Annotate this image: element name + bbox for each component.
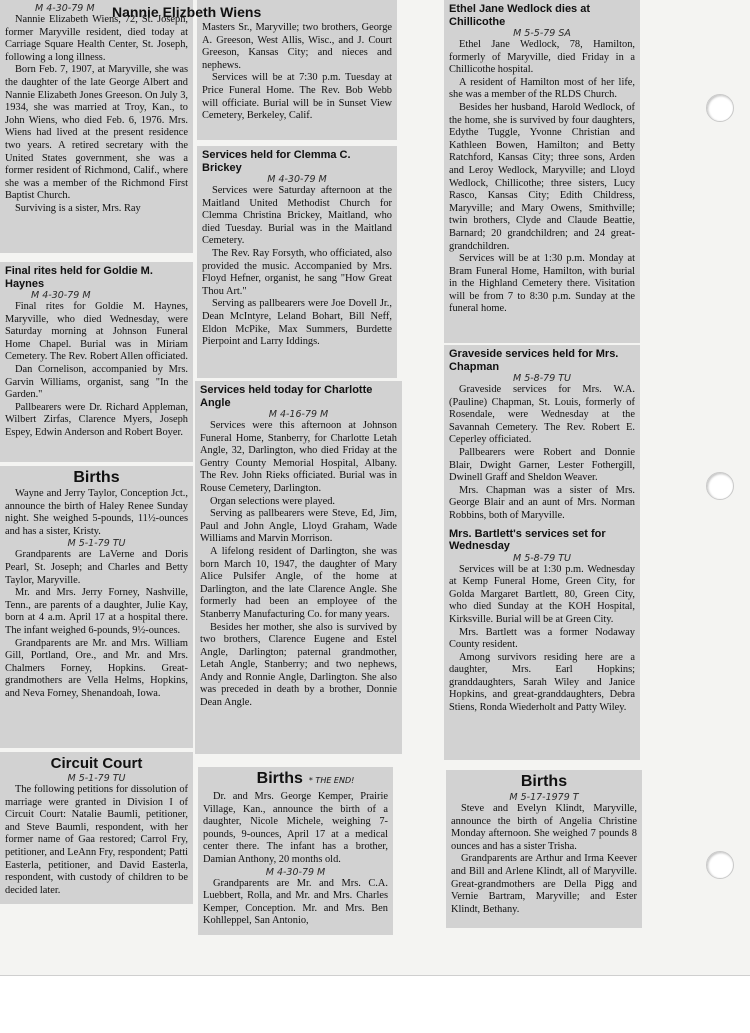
births-headline: Births bbox=[73, 469, 120, 486]
circuit-court-headline: Circuit Court bbox=[50, 755, 143, 772]
brickey-article bbox=[197, 146, 397, 378]
handwritten-date-note: M 5-8-79 TU bbox=[512, 552, 572, 564]
article-paragraph: Dan Cornelison, accompanied by Mrs. Garvin Williams, organist, sang "In the Garden." bbox=[5, 363, 188, 401]
article-paragraph: Among survivors residing here are a daughter, Mrs. Earl Hopkins; granddaughters, Sarah Wiley and Janice Hopkins, and great-granddaughters, Debra Stiens, Ronda Wiederholt and Patty Wiley. bbox=[449, 651, 635, 714]
handwritten-end-note: * THE END! bbox=[308, 776, 355, 785]
article-paragraph: Grandparents are Mr. and Mrs. C.A. Luebbert, Rolla, and Mr. and Mrs. Charles Kemper, Conception. Mr. and Mrs. Ben Kohlleppel, San Antonio, bbox=[203, 877, 388, 927]
article-paragraph: Ethel Jane Wedlock, 78, Hamilton, formerly of Maryville, died Friday in a Chillicothe hospital. bbox=[449, 39, 635, 76]
wedlock-headline: Ethel Jane Wedlock dies at Chillicothe bbox=[449, 3, 591, 28]
births-left-article bbox=[0, 466, 193, 748]
article-paragraph: Mrs. Chapman was a sister of Mrs. George Blair and an aunt of Mrs. Norman Robbins, both of Maryville. bbox=[449, 484, 635, 521]
births-middle-article bbox=[198, 767, 393, 935]
article-paragraph: Grandparents are LaVerne and Doris Pearl, St. Joseph; and Charles and Betty Taylor, Maryville. bbox=[5, 549, 188, 586]
punch-hole-middle bbox=[706, 472, 734, 500]
wiens-headline: Nannie Elizbeth Wiens bbox=[112, 4, 262, 20]
article-paragraph: Mr. and Mrs. Jerry Forney, Nashville, Tenn., are parents of a daughter, Julie Kay, born at 4 a.m. April 17 at a hospital there. The infant weighed 6-pounds, 9½-ounces. bbox=[5, 587, 188, 636]
article-paragraph: A lifelong resident of Darlington, she was born March 10, 1947, the daughter of Mary Alice Pulsifer Angle, of the home at Darlington, and the late Clarence Angle. She formerly had been an employee of the Stanberry Manufacturing Co. for many years. bbox=[200, 545, 397, 620]
article-paragraph: Services were this afternoon at Johnson Funeral Home, Stanberry, for Charlotte Letah Angle, 32, Darlington, who died Friday at the Gentry County Memorial Hospital, Albany. The Rev. John Rieks officiated. Burial was in Rouse Cemetery, Darlington. bbox=[200, 420, 397, 494]
births-headline: Births bbox=[520, 773, 568, 790]
handwritten-date-note: M 4-16-79 M bbox=[268, 409, 329, 420]
article-paragraph: Serving as pallbearers were Steve, Ed, Jim, Paul and John Angle, Lloyd Graham, Wade Williams and Marvin Morrison. bbox=[200, 508, 397, 545]
punch-hole-top bbox=[706, 94, 734, 122]
article-paragraph: Pallbearers were Dr. Richard Appleman, Wilbert Zirfas, Clarence Myers, Joseph Espey, Edwin Anderson and Robert Boyer. bbox=[5, 401, 188, 438]
punch-hole-bottom bbox=[706, 851, 734, 879]
brickey-headline: Services held for Clemma C. Brickey bbox=[202, 149, 351, 174]
article-paragraph: Pallbearers were Robert and Donnie Blair, Dwight Garner, Lester Fothergill, Dwinell Graff and Sheldon Weaver. bbox=[449, 446, 635, 484]
article-paragraph: Steve and Evelyn Klindt, Maryville, announce the birth of Angelia Christine Monday afternoon. She weighed 7 pounds 8 ounces and has a sister Trisha. bbox=[451, 803, 637, 852]
article-paragraph: Grandparents are Mr. and Mrs. William Gill, Portland, Ore., and Mr. and Mrs. Chalmers Forney, Hopkins. Great-grandmothers are Vella Helms, Hopkins, and Neva Forney, Shenandoah, Iowa. bbox=[5, 637, 188, 699]
wiens-obituary-col1 bbox=[0, 0, 193, 253]
article-paragraph: Wayne and Jerry Taylor, Conception Jct., announce the birth of Haley Renee Sunday night. She weighed 5-pounds, 11½-ounces and has a sister, Kristy. bbox=[5, 488, 188, 537]
chapman-headline: Graveside services held for Mrs. Chapman bbox=[449, 348, 619, 373]
handwritten-date-note: M 4-30-79 M bbox=[35, 3, 95, 14]
article-paragraph: Graveside services for Mrs. W.A. (Pauline) Chapman, St. Louis, formerly of Rosendale, were Wednesday at the Savannah Cemetery. The Rev. Robert E. Ceperley officiated. bbox=[449, 384, 635, 446]
handwritten-date-note: M 5-1-79 TU bbox=[67, 773, 126, 784]
article-paragraph: Mrs. Bartlett was a former Nodaway County resident. bbox=[449, 626, 635, 651]
births-headline bbox=[203, 770, 388, 790]
article-paragraph: Services will be at 7:30 p.m. Tuesday at Price Funeral Home. The Rev. Bob Webb will officiate. Burial will be in Sunset View Cemetery, Berkeley, Calif. bbox=[202, 72, 392, 122]
handwritten-date-note: M 4-30-79 M bbox=[265, 866, 326, 878]
article-paragraph: Born Feb. 7, 1907, at Maryville, she was the daughter of the late George Albert and Nannie Elizabeth Jones Greeson. On July 3, 1934, she was married at Troy, Kan., to John Wiens, who died Feb. 6, 1976. Mrs. Wiens had lived at the present residence two years. A retired secretary with the United States government, she was a former resident of Richmond, Calif., where she was a member of the Richmond First Baptist Church. bbox=[5, 64, 188, 202]
wedlock-article bbox=[444, 0, 640, 343]
handwritten-date-note: M 5-5-79 SA bbox=[513, 28, 571, 39]
handwritten-date-note: M 5-17-1979 T bbox=[509, 792, 579, 803]
article-paragraph: A resident of Hamilton most of her life, she was a member of the RLDS Church. bbox=[449, 76, 635, 101]
article-paragraph: Grandparents are Arthur and Irma Keever and Bill and Arlene Klindt, all of Maryville. Great-grandmothers are Della Pigg and Vernie Bartram, Maryville; and Ester Klindt, Bethany. bbox=[451, 853, 637, 915]
article-paragraph: The Rev. Ray Forsyth, who officiated, also provided the music. Accompanied by Mrs. Floyd Hefner, organist, he sang "How Great Thou Art." bbox=[202, 247, 392, 297]
wiens-obituary-col2 bbox=[112, 0, 397, 140]
article-paragraph: Besides her mother, she also is survived by two brothers, Clarence Eugene and Estel Angle, Darlington; paternal grandmother, Letah Angle, Stanberry; and two nephews, Andy and Ronnie Angle, Darlington. She also was preceded in death by a brother, Donnie Dean Angle. bbox=[200, 621, 397, 709]
article-paragraph: Organ selections were played. bbox=[210, 495, 336, 507]
chapman-bartlett-column bbox=[444, 345, 640, 760]
article-paragraph: Nannie Elizabeth Wiens, 72, St. Joseph, former Maryville resident, died today at Carriage Square Health Center, St. Joseph, following a long illness. bbox=[5, 14, 188, 63]
haynes-article bbox=[0, 262, 193, 462]
handwritten-date-note: M 5-8-79 TU bbox=[512, 373, 572, 384]
article-paragraph: Besides her husband, Harold Wedlock, of the home, she is survived by four daughters, Edythe Tuggle, Yvonne Christian and Kathleen Bowen, Hamilton; and Betty Ratchford, Kansas City; three sons, Arden and Leroy Wedlock, Maryville; and Lloyd Wedlock, Chillicothe; three sisters, Lucy Rasco, Kansas City; Edith Childress, Maryville; and Mary Owens, Smithville; twin brothers, Clyde and Claude Beattie, Barnard; 20 grandchildren; and 24 great-grandchildren. bbox=[449, 101, 635, 252]
haynes-headline: Final rites held for Goldie M. Haynes bbox=[5, 265, 153, 290]
births-right-article bbox=[446, 770, 642, 928]
article-paragraph: Masters Sr., Maryville; two brothers, George A. Greeson, West Allis, Wisc., and J. Court Greeson, Kansas City; and nieces and nephews. bbox=[202, 22, 392, 71]
angle-headline: Services held today for Charlotte Angle bbox=[200, 384, 373, 409]
article-paragraph: Services were Saturday afternoon at the Maitland United Methodist Church for Clemma Christina Brickey, Maitland, who died Tuesday. Burial was in the Maitland Cemetery. bbox=[202, 185, 392, 247]
article-paragraph: Services will be at 1:30 p.m. Monday at Bram Funeral Home, Hamilton, with burial in the Highland Cemetery there. Visitation will be from 7 to 8:30 p.m. Sunday at the funeral home. bbox=[449, 253, 635, 315]
angle-article bbox=[195, 381, 402, 754]
bartlett-headline: Mrs. Bartlett's services set for Wednesday bbox=[449, 527, 606, 553]
handwritten-date-note: M 4-30-79 M bbox=[267, 174, 327, 185]
article-paragraph: The following petitions for dissolution of marriage were granted in Division I of Circuit Court: Natalie Baumli, petitioner, and Steve Baumli, respondent, with her former name of Gaa restored; Carrol Fry, petitioner, and LeAnn Fry, respondent; Patti Easterla, petitioner, and David Easterla, respondent, with custody of children to be decided later. bbox=[5, 784, 188, 896]
handwritten-date-note: M 5-1-79 TU bbox=[67, 538, 126, 550]
article-paragraph: Dr. and Mrs. George Kemper, Prairie Village, Kan., announce the birth of a daughter, Nicole Michele, weighing 7-pounds, 9-ounces, April 17 at a medical center there. The infant has a brother, Damian Anthony, 20 months old. bbox=[203, 791, 388, 865]
article-paragraph: Services will be at 1:30 p.m. Wednesday at Kemp Funeral Home, Green City, for Golda Margaret Bartlett, 80, Green City, who died Sunday at the KOH Hospital, Kirksville. Burial will be at Green City. bbox=[449, 563, 635, 625]
article-paragraph: Final rites for Goldie M. Haynes, Maryville, who died Wednesday, were Saturday morning at Johnson Funeral Home Chapel. Burial was in Miriam Cemetery. The Rev. Robert Allen officiated. bbox=[5, 301, 188, 363]
handwritten-date-note: M 4-30-79 M bbox=[31, 290, 91, 301]
circuit-court-article bbox=[0, 752, 193, 904]
article-paragraph: Surviving is a sister, Mrs. Ray bbox=[15, 202, 141, 214]
births-title: Births bbox=[256, 770, 303, 787]
article-paragraph: Serving as pallbearers were Joe Dovell Jr., Dean McIntyre, Leland Bohart, Bill Neff, Eldon McPike, Max Summers, Burdette Pierpoint and Larry Iddings. bbox=[202, 298, 392, 348]
